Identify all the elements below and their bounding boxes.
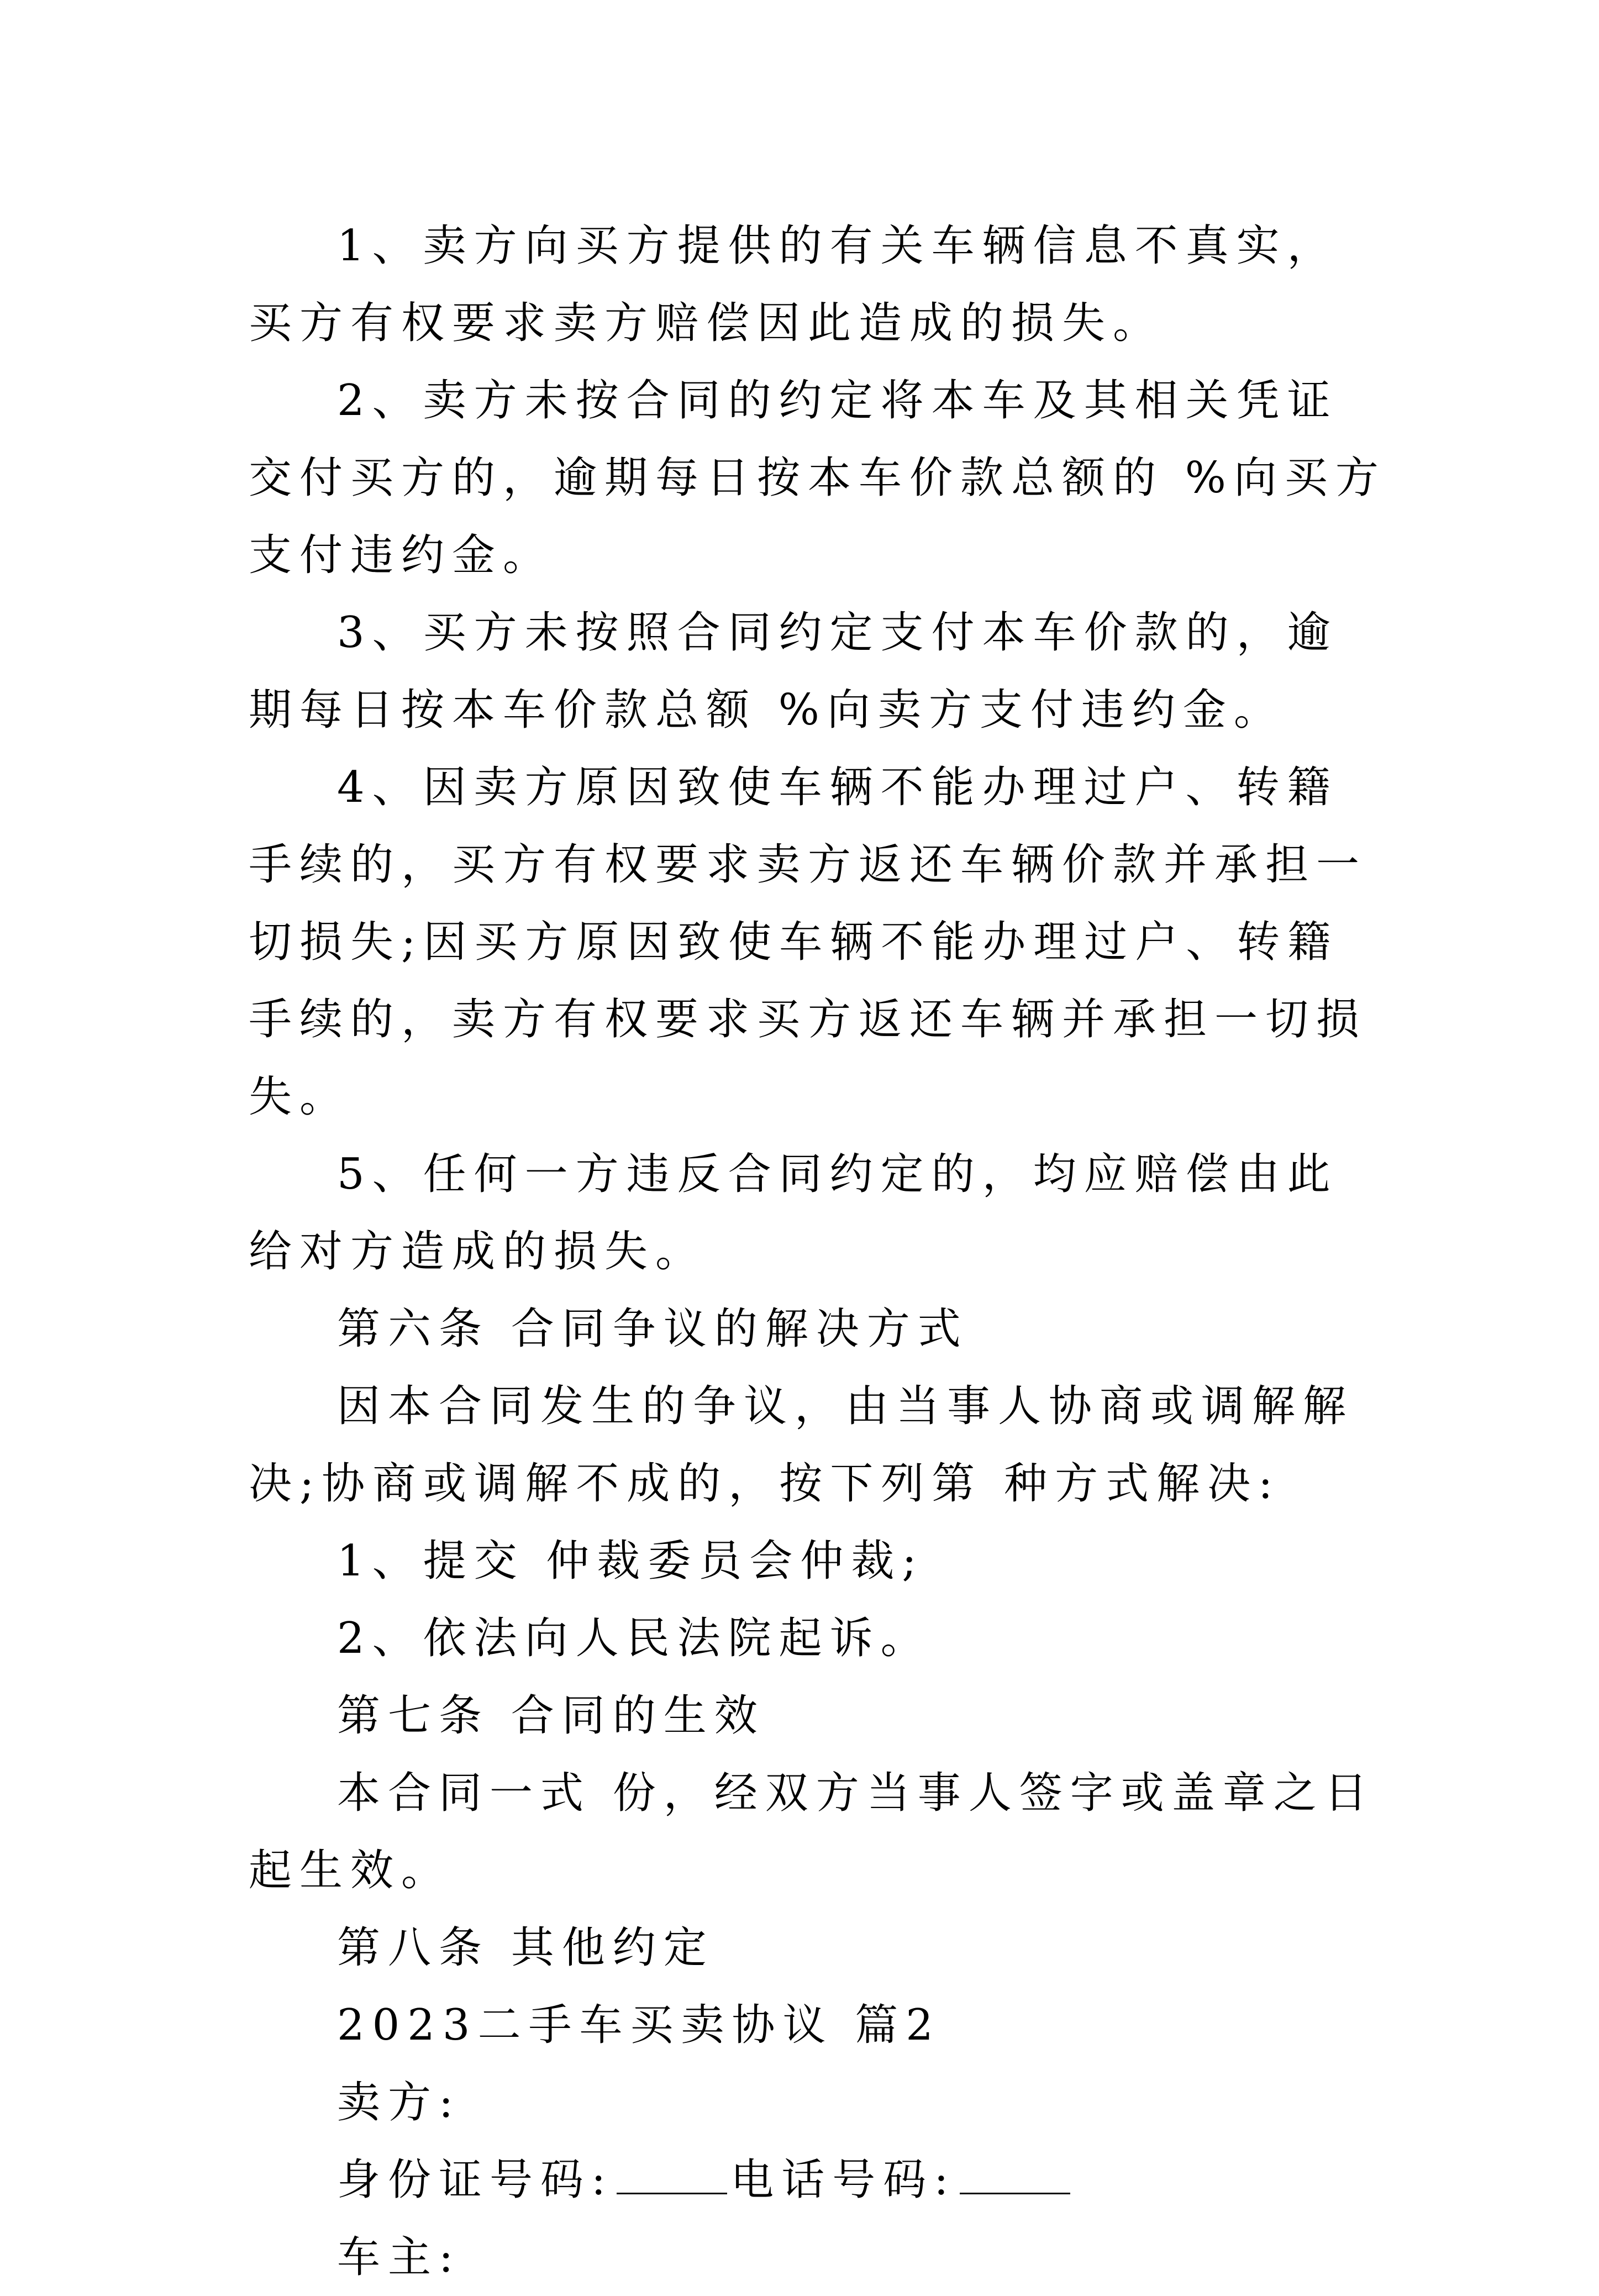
owner-label: 车主: bbox=[337, 2232, 461, 2282]
dispute-option-2: 2、依法向人民法院起诉。 bbox=[337, 1614, 932, 1663]
clause-3: 3、买方未按照合同约定支付本车价款的，逾期每日按本车价款总额 %向卖方支付违约金。 bbox=[249, 608, 1338, 735]
id-number-blank bbox=[617, 2154, 727, 2194]
clause-2: 2、卖方未按合同的约定将本车及其相关凭证交付买方的，逾期每日按本车价款总额的 %向买方支付违约金。 bbox=[249, 376, 1386, 580]
article-7-heading: 第七条 合同的生效 bbox=[337, 1691, 765, 1741]
document-body bbox=[249, 207, 1387, 2296]
article-6-heading: 第六条 合同争议的解决方式 bbox=[337, 1304, 969, 1354]
clause-4: 4、因卖方原因致使车辆不能办理过户、转籍手续的，买方有权要求卖方返还车辆价款并承担一切损失;因买方原因致使车辆不能办理过户、转籍手续的，卖方有权要求买方返还车辆并承担一切损失。 bbox=[249, 763, 1367, 1122]
phone-number-label: 电话号码: bbox=[730, 2155, 956, 2205]
phone-number-blank bbox=[960, 2154, 1070, 2194]
article-6-text: 因本合同发生的争议，由当事人协商或调解解决;协商或调解不成的，按下列第 种方式解决: bbox=[249, 1381, 1354, 1509]
clause-5: 5、任何一方违反合同约定的，均应赔偿由此给对方造成的损失。 bbox=[249, 1149, 1338, 1276]
id-number-label: 身份证号码: bbox=[337, 2155, 614, 2205]
article-7-text: 本合同一式 份，经双方当事人签字或盖章之日起生效。 bbox=[249, 1768, 1375, 1895]
clause-1: 1、卖方向买方提供的有关车辆信息不真实，买方有权要求卖方赔偿因此造成的损失。 bbox=[249, 221, 1338, 348]
dispute-option-1: 1、提交 仲裁委员会仲裁; bbox=[337, 1536, 924, 1586]
article-8-heading: 第八条 其他约定 bbox=[337, 1923, 714, 1973]
section-title: 2023二手车买卖协议 篇2 bbox=[337, 2000, 941, 2050]
seller-label: 卖方: bbox=[337, 2078, 461, 2127]
id-phone-line bbox=[249, 2141, 1387, 2219]
